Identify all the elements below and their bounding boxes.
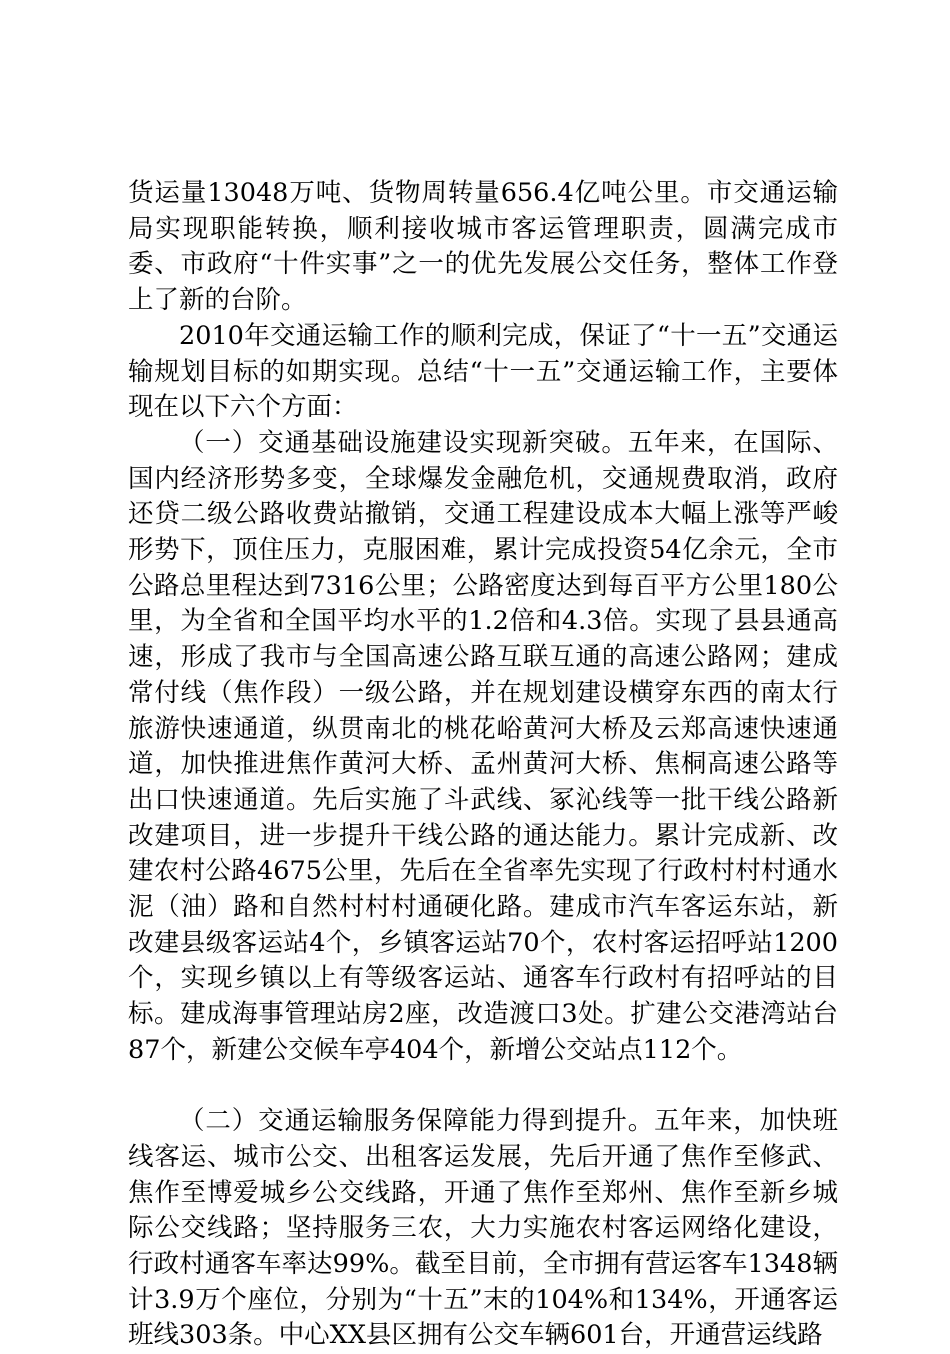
document-body — [128, 176, 838, 1354]
paragraph-eleventh-five-year-summary: 2010年交通运输工作的顺利完成，保证了“十一五”交通运输规划目标的如期实现。总结“十一五”交通运输工作，主要体现在以下六个方面： — [128, 320, 838, 423]
paragraph-service-capacity: （二）交通运输服务保障能力得到提升。五年来，加快班线客运、城市公交、出租客运发展，先后开通了焦作至修武、焦作至博爱城乡公交线路，开通了焦作至郑州、焦作至新乡城际公交线路；坚持服务三农，大力实施农村客运网络化建设，行政村通客车率达99%。截至目前，全市拥有营运客车1348辆计3.9万个座位，分别为“十五”末的104%和134%，开通客运班线303条。中心XX县区拥有公交车辆601台，开通营运线路 — [128, 1106, 838, 1351]
paragraph-spacer — [128, 1069, 838, 1105]
paragraph-infrastructure: （一）交通基础设施建设实现新突破。五年来，在国际、国内经济形势多变，全球爆发金融危机，交通规费取消，政府还贷二级公路收费站撤销，交通工程建设成本大幅上涨等严峻形势下，顶住压力，克服困难，累计完成投资54亿余元，全市公路总里程达到7316公里；公路密度达到每百平方公里180公里，为全省和全国平均水平的1.2倍和4.3倍。实现了县县通高速，形成了我市与全国高速公路互联互通的高速公路网；建成常付线（焦作段）一级公路，并在规划建设横穿东西的南太行旅游快速通道，纵贯南北的桃花峪黄河大桥及云郑高速快速通道，加快推进焦作黄河大桥、孟州黄河大桥、焦桐高速公路等出口快速通道。先后实施了斗武线、冢沁线等一批干线公路新改建项目，进一步提升干线公路的通达能力。累计完成新、改建农村公路4675公里，先后在全省率先实现了行政村村村通水泥（油）路和自然村村村通硬化路。建成市汽车客运东站，新改建县级客运站4个，乡镇客运站70个，农村客运招呼站1200个，实现乡镇以上有等级客运站、通客车行政村有招呼站的目标。建成海事管理站房2座，改造渡口3处。扩建公交港湾站台87个，新建公交候车亭404个，新增公交站点112个。 — [128, 427, 838, 1065]
paragraph-freight-summary: 货运量13048万吨、货物周转量656.4亿吨公里。市交通运输局实现职能转换，顺利接收城市客运管理职责，圆满完成市委、市政府“十件实事”之一的优先发展公交任务，整体工作登上了新的台阶。 — [128, 178, 838, 316]
